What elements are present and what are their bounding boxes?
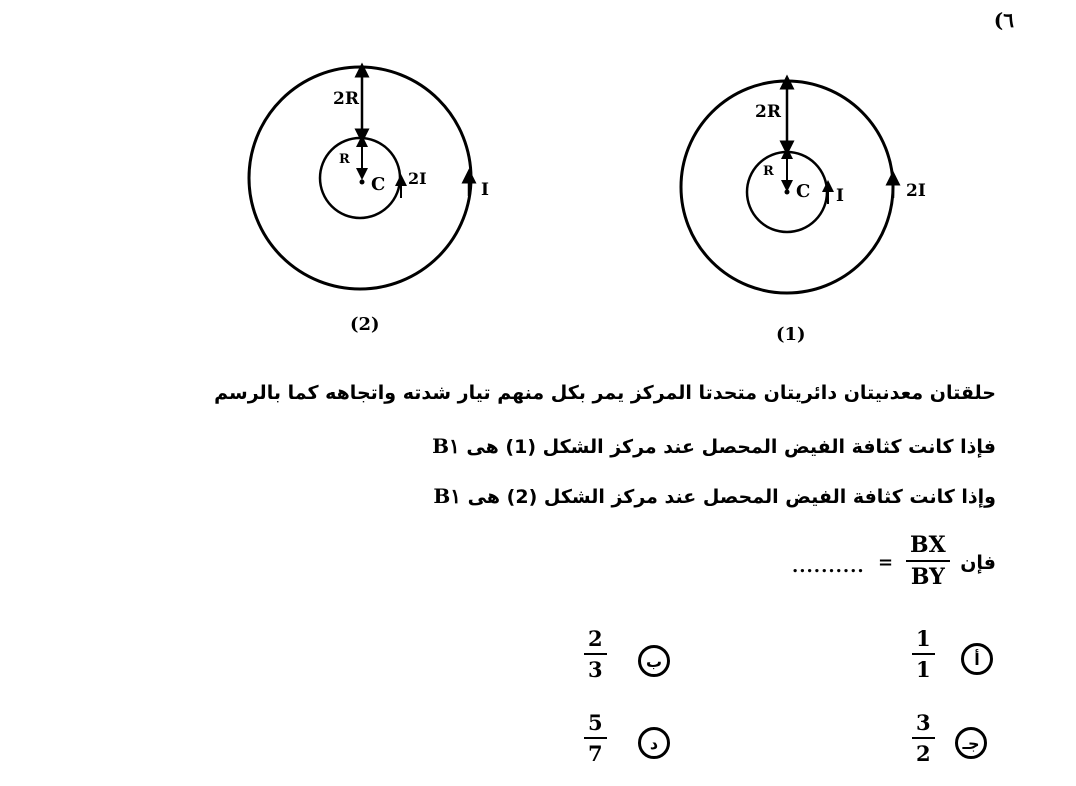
- question-line-3-symbol: B١: [433, 484, 461, 508]
- page-number: (٦: [993, 8, 1014, 32]
- question-line-2-text: فإذا كانت كثافة الفيض المحصل عند مركز الشكل (1) هى: [466, 436, 996, 458]
- question-line-2-symbol: B١: [432, 434, 460, 458]
- figure-1-outer-current-label: 2I: [906, 181, 926, 201]
- equals-sign: =: [878, 552, 894, 573]
- ratio-denominator: BY: [910, 564, 945, 590]
- option-a-letter[interactable]: أ: [961, 643, 993, 675]
- ratio-fraction: [906, 534, 950, 588]
- option-d-letter[interactable]: د: [638, 727, 670, 759]
- option-d-denominator: 7: [588, 741, 603, 766]
- rings-figure: [0, 0, 1076, 360]
- question-line-4: فإن: [960, 552, 996, 574]
- option-c-numerator: 3: [916, 710, 931, 735]
- option-c-denominator: 2: [916, 741, 931, 766]
- figure-2-inner-current-label: 2I: [408, 169, 427, 188]
- figure-1-caption: (1): [776, 324, 806, 345]
- option-a-fraction: [912, 628, 935, 680]
- figure-2-outer-ring: [249, 67, 471, 289]
- option-c-letter[interactable]: جـ: [955, 727, 987, 759]
- answer-blank: ..........: [792, 556, 865, 577]
- figure-2-caption: (2): [350, 314, 380, 335]
- option-a-denominator: 1: [916, 657, 931, 682]
- figure-2-center-dot: [360, 180, 365, 185]
- question-line-2: [432, 434, 996, 458]
- figure-1-center-dot: [785, 190, 790, 195]
- figure-2-inner-ring: [320, 138, 400, 218]
- figure-1: [681, 81, 926, 345]
- option-b-numerator: 2: [588, 626, 603, 651]
- option-b-denominator: 3: [588, 657, 603, 682]
- question-line-3-text: وإذا كانت كثافة الفيض المحصل عند مركز الشكل (2) هى: [467, 486, 996, 508]
- figure-1-inner-current-label: I: [836, 186, 844, 206]
- figure-1-r-label: R: [763, 164, 774, 179]
- option-b-letter[interactable]: ب: [638, 645, 670, 677]
- option-b-fraction: [584, 628, 607, 680]
- option-c-fraction: [912, 712, 935, 764]
- ratio-numerator: BX: [910, 532, 946, 558]
- option-d-fraction: [584, 712, 607, 764]
- figure-2-outer-current-label: I: [481, 180, 489, 200]
- option-d-numerator: 5: [588, 710, 603, 735]
- figure-1-2r-label: 2R: [755, 102, 781, 122]
- figure-1-c-label: C: [796, 181, 811, 202]
- figure-2-c-label: C: [371, 174, 386, 195]
- figure-2: [249, 67, 489, 335]
- figure-2-2r-label: 2R: [333, 89, 359, 109]
- question-line-3: [433, 484, 996, 508]
- figure-2-r-label: R: [339, 152, 350, 167]
- option-a-numerator: 1: [916, 626, 931, 651]
- question-line-1: حلقتان معدنيتان دائريتان متحدتا المركز يمر بكل منهم تيار شدته واتجاهه كما بالرسم: [214, 382, 996, 404]
